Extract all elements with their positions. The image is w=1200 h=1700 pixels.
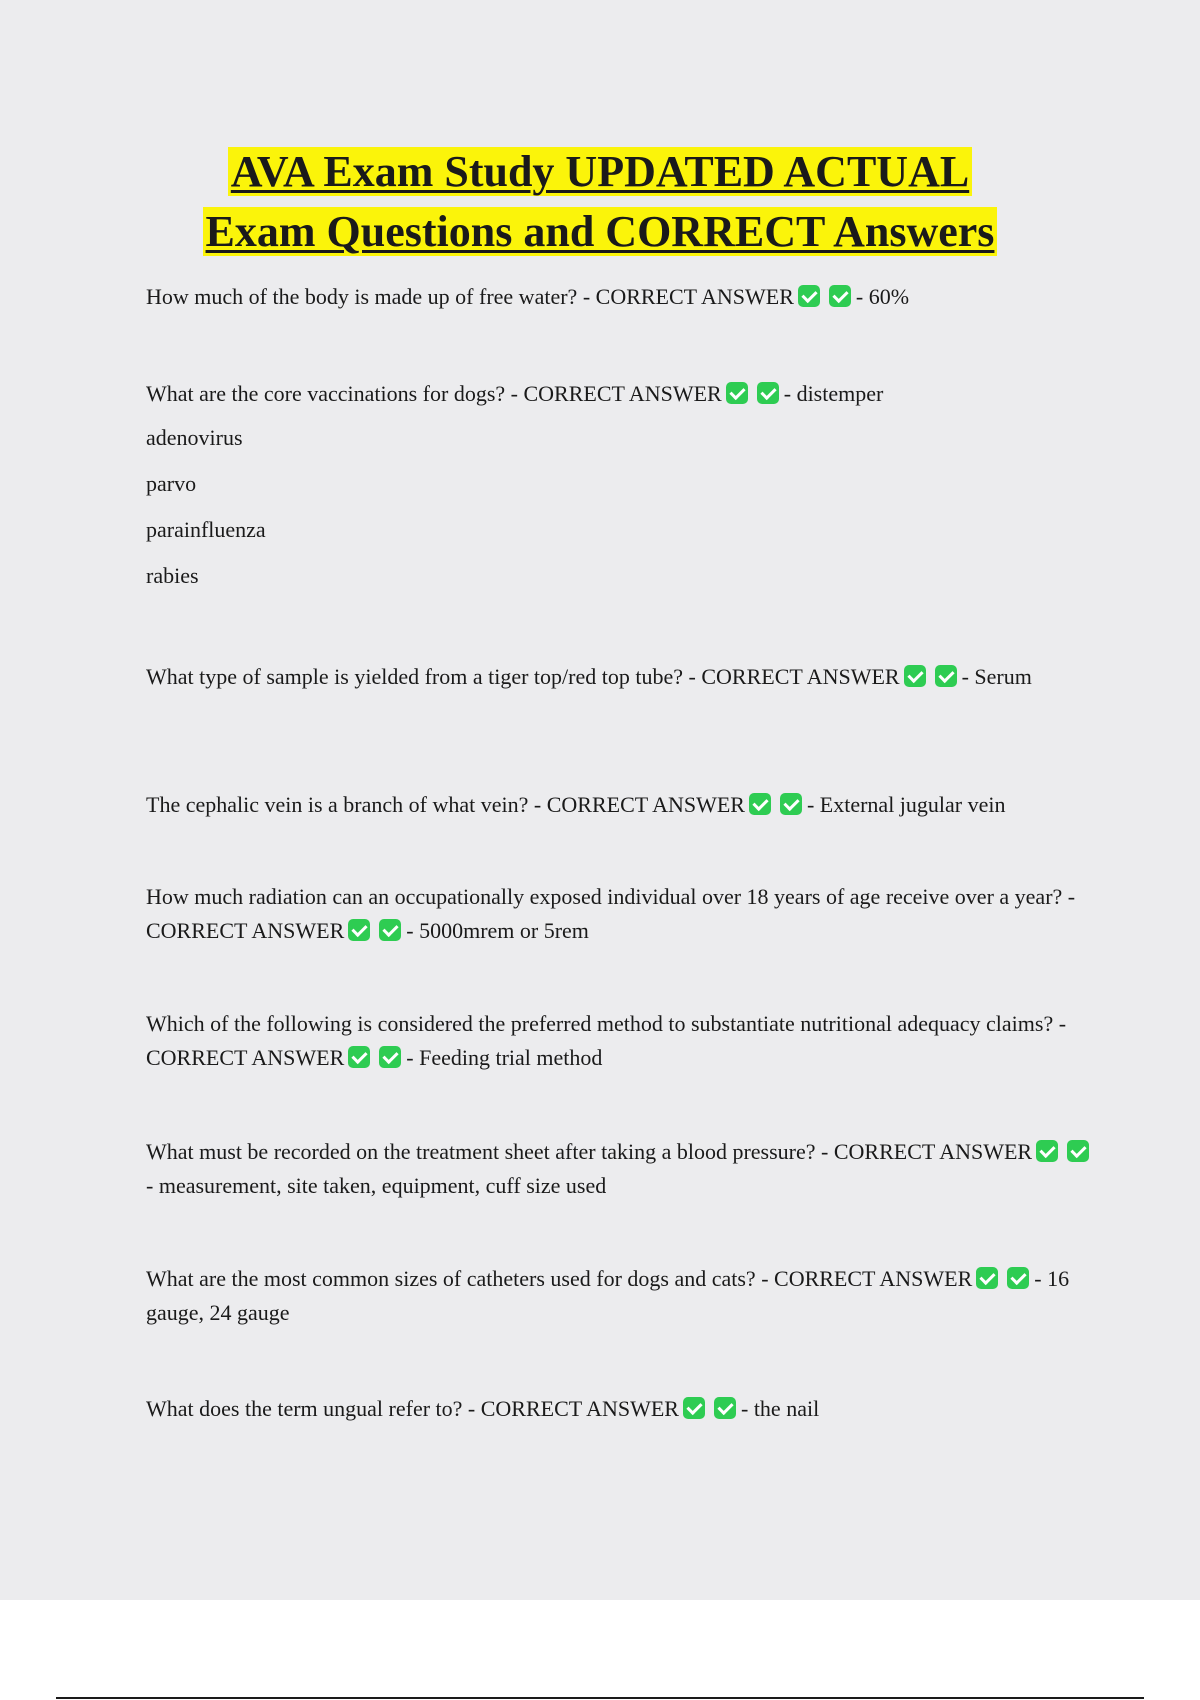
title-line-2: Exam Questions and CORRECT Answers [203,207,998,256]
qa-item [146,788,1096,822]
check-box-icon [683,1397,705,1419]
answer-separator: - [146,1173,154,1198]
qa-item [146,377,1096,599]
qa-item [146,280,1096,314]
answer-text: External jugular vein [819,792,1006,817]
answer-extra-line: parvo [146,471,197,496]
check-box-icon [976,1267,998,1289]
check-box-icon [1067,1140,1089,1162]
check-box-icon [904,665,926,687]
answer-text: Feeding trial method [419,1045,603,1070]
check-box-icon [348,1046,370,1068]
title-line-1: AVA Exam Study UPDATED ACTUAL [228,147,972,196]
answer-separator: - [1034,1266,1042,1291]
answer-marker: - CORRECT ANSWER [467,1396,679,1421]
answer-text: 60% [868,284,910,309]
question-text: What does the term ungual refer to? [146,1396,463,1421]
answer-marker: - CORRECT ANSWER [510,381,722,406]
check-box-icon [757,382,779,404]
check-box-icon [935,665,957,687]
answer-extra-line: adenovirus [146,425,243,450]
check-box-icon [379,1046,401,1068]
answer-text: 5000mrem or 5rem [419,918,589,943]
question-text: What type of sample is yielded from a tiger top/red top tube? [146,664,684,689]
answer-separator: - [406,918,414,943]
check-box-icon [798,285,820,307]
qa-item [146,1392,1096,1426]
check-box-icon [749,793,771,815]
answer-marker: - CORRECT ANSWER [582,284,794,309]
question-text: Which of the following is considered the preferred method to substantiate nutritional adequacy claims? [146,1011,1054,1036]
answer-marker: - CORRECT ANSWER [146,1011,1067,1070]
answer-text: the nail [753,1396,820,1421]
answer-separator: - [961,664,969,689]
qa-item [146,880,1096,948]
check-box-icon [1036,1140,1058,1162]
question-text: How much of the body is made up of free water? [146,284,578,309]
answer-text: measurement, site taken, equipment, cuff size used [158,1173,607,1198]
qa-item [146,1135,1096,1203]
answer-marker: - CORRECT ANSWER [688,664,900,689]
answer-separator: - [783,381,792,406]
answer-separator: - [406,1045,414,1070]
question-text: What must be recorded on the treatment sheet after taking a blood pressure? [146,1139,816,1164]
answer-separator: - [740,1396,749,1421]
answer-marker: - CORRECT ANSWER [533,792,745,817]
answer-extra-line: parainfluenza [146,517,266,542]
question-text: How much radiation can an occupationally exposed individual over 18 years of age receive over a year? [146,884,1063,909]
answer-text: 16 gauge, 24 gauge [146,1266,1070,1325]
check-box-icon [714,1397,736,1419]
question-text: What are the core vaccinations for dogs? [146,381,506,406]
answer-marker: - CORRECT ANSWER [146,884,1076,943]
qa-item [146,1007,1096,1075]
check-box-icon [829,285,851,307]
answer-separator: - [855,284,864,309]
check-box-icon [1007,1267,1029,1289]
qa-item [146,660,1096,694]
answer-separator: - [806,792,815,817]
answer-marker: - CORRECT ANSWER [761,1266,973,1291]
answer-marker: - CORRECT ANSWER [821,1139,1033,1164]
check-box-icon [348,919,370,941]
check-box-icon [780,793,802,815]
page-divider [56,1697,1144,1699]
answer-text: Serum [974,664,1032,689]
answer-text: distemper [796,381,884,406]
check-box-icon [726,382,748,404]
qa-item [146,1262,1096,1330]
answer-extra-line: rabies [146,563,199,588]
question-text: The cephalic vein is a branch of what vein? [146,792,529,817]
document-title [0,142,1200,262]
question-text: What are the most common sizes of catheters used for dogs and cats? [146,1266,756,1291]
check-box-icon [379,919,401,941]
